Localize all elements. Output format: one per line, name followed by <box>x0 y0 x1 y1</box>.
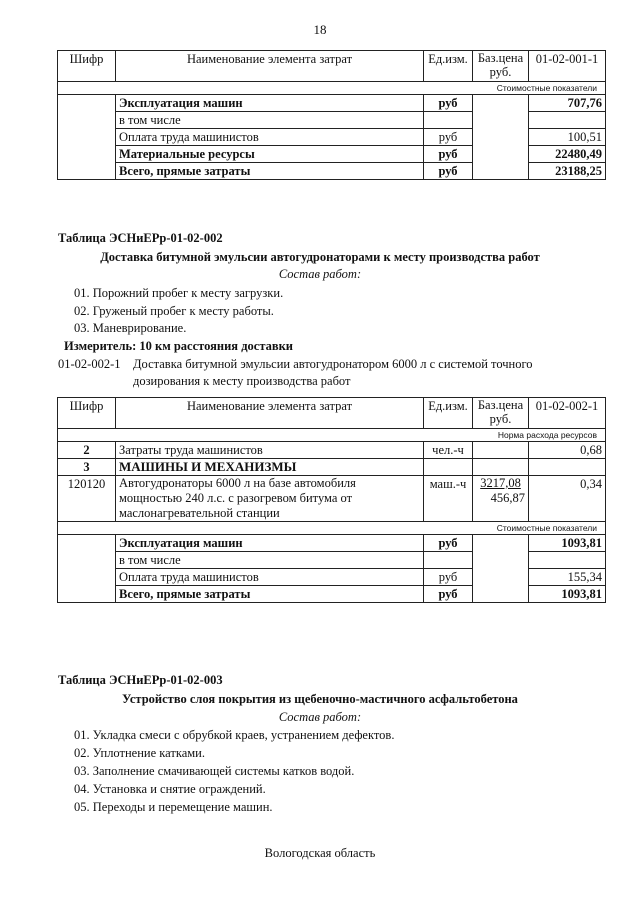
resource-value: 0,34 <box>529 476 606 522</box>
measure-unit: Измеритель: 10 км расстояния доставки <box>64 339 294 353</box>
table-row-value: 23188,25 <box>529 163 606 180</box>
resource-name: Затраты труда машинистов <box>116 442 424 459</box>
table-row-name: в том числе <box>116 552 424 569</box>
col-unit-header: Ед.изм. <box>424 51 473 82</box>
cost-table-2 <box>57 397 606 603</box>
col-item-code-header: 01-02-002-1 <box>529 398 606 429</box>
work-step: 04. Установка и снятие ограждений. <box>74 782 266 796</box>
table-row-name: Всего, прямые затраты <box>116 586 424 603</box>
cost-indicators-label: Стоимостные показатели <box>58 82 606 95</box>
table-row-name: Оплата труда машинистов <box>116 569 424 586</box>
work-step: 03. Заполнение смачивающей системы катков водой. <box>74 764 355 778</box>
table-row-name: Материальные ресурсы <box>116 146 424 163</box>
col-unit-header: Ед.изм. <box>424 398 473 429</box>
table-row-name: Эксплуатация машин <box>116 535 424 552</box>
work-step: 02. Уплотнение катками. <box>74 746 205 760</box>
table-row-unit: руб <box>424 569 473 586</box>
table-row-unit: руб <box>424 95 473 112</box>
table-row-name: в том числе <box>116 112 424 129</box>
composition-label-2: Состав работ: <box>278 267 362 281</box>
table-row-value: 155,34 <box>529 569 606 586</box>
resource-code: 3 <box>58 459 116 476</box>
resource-code: 2 <box>58 442 116 459</box>
section-heading-2: Доставка битумной эмульсии автогудронаторами к месту производства работ <box>100 250 540 264</box>
item-description: Доставка битумной эмульсии автогудронатором 6000 л с системой точного <box>133 357 533 371</box>
col-price-header: Баз.цена руб. <box>473 51 529 82</box>
price-top: 3217,08 <box>480 476 521 490</box>
col-name-header: Наименование элемента затрат <box>116 398 424 429</box>
table-row-unit: руб <box>424 586 473 603</box>
col-item-code-header: 01-02-001-1 <box>529 51 606 82</box>
item-description: дозирования к месту производства работ <box>133 374 351 388</box>
resource-name: мощностью 240 л.с. с разогревом битума от <box>119 491 353 505</box>
table-row-unit: руб <box>424 129 473 146</box>
table-row-value: 707,76 <box>529 95 606 112</box>
col-code-header: Шифр <box>58 51 116 82</box>
work-step: 02. Груженый пробег к месту работы. <box>74 304 274 318</box>
table-title-2: Таблица ЭСНиЕРр-01-02-002 <box>58 231 223 245</box>
resource-code: 120120 <box>58 476 116 522</box>
cost-table-1 <box>57 50 606 180</box>
col-name-header: Наименование элемента затрат <box>116 51 424 82</box>
table-row-value: 1093,81 <box>529 586 606 603</box>
resource-group-name: МАШИНЫ И МЕХАНИЗМЫ <box>116 459 424 476</box>
composition-label-3: Состав работ: <box>278 710 362 724</box>
item-code: 01-02-002-1 <box>58 357 121 371</box>
table-row-value: 100,51 <box>529 129 606 146</box>
table-row-name: Эксплуатация машин <box>116 95 424 112</box>
resource-unit: чел.-ч <box>424 442 473 459</box>
norm-label: Норма расхода ресурсов <box>58 429 606 442</box>
resource-name: маслонагревательной станции <box>119 506 280 520</box>
table-row-value: 1093,81 <box>529 535 606 552</box>
table-row-unit: руб <box>424 146 473 163</box>
table-row-unit: руб <box>424 535 473 552</box>
table-row-value: 22480,49 <box>529 146 606 163</box>
table-row-name: Оплата труда машинистов <box>116 129 424 146</box>
resource-name: Автогудронаторы 6000 л на базе автомобиля <box>119 476 356 490</box>
resource-unit: маш.-ч <box>424 476 473 522</box>
work-step: 01. Укладка смеси с обрубкой краев, устранением дефектов. <box>74 728 395 742</box>
table-row-name: Всего, прямые затраты <box>116 163 424 180</box>
page-number: 18 <box>313 22 327 37</box>
work-step: 01. Порожний пробег к месту загрузки. <box>74 286 284 300</box>
footer-region: Вологодская область <box>264 846 376 860</box>
col-price-header: Баз.цена руб. <box>473 398 529 429</box>
cost-indicators-label: Стоимостные показатели <box>58 522 606 535</box>
work-step: 03. Маневрирование. <box>74 321 187 335</box>
table-title-3: Таблица ЭСНиЕРр-01-02-003 <box>58 673 223 687</box>
col-code-header: Шифр <box>58 398 116 429</box>
resource-value: 0,68 <box>529 442 606 459</box>
price-bottom: 456,87 <box>490 491 525 505</box>
work-step: 05. Переходы и перемещение машин. <box>74 800 273 814</box>
table-row-unit: руб <box>424 163 473 180</box>
section-heading-3: Устройство слоя покрытия из щебеночно-мастичного асфальтобетона <box>122 692 518 706</box>
